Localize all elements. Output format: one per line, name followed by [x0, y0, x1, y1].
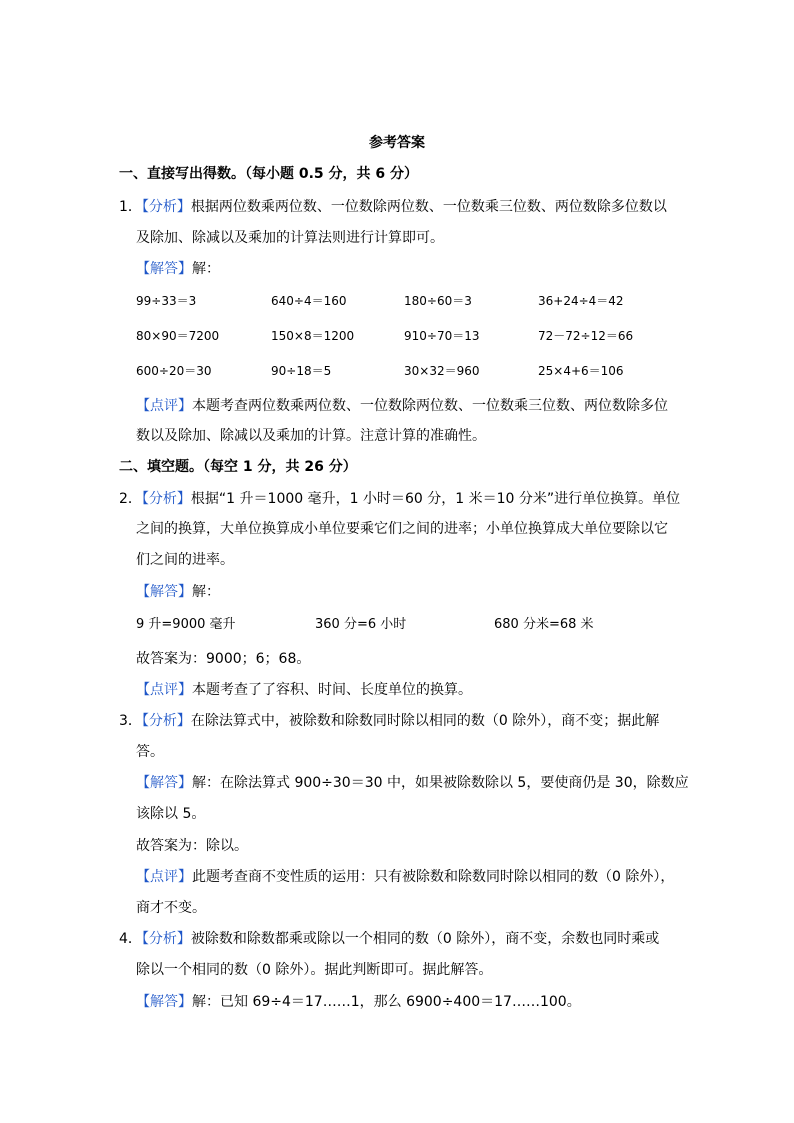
q3-answer-line1	[136, 773, 689, 793]
q2-final-answer: 故答案为：9000；6；68。	[136, 651, 311, 667]
q3-comment-text: 此题考查商不变性质的运用：只有被除数和除数同时除以相同的数（0 除外），	[192, 869, 675, 885]
equation: 36+24÷4＝42	[538, 294, 624, 308]
equation: 90÷18＝5	[271, 364, 332, 378]
q3-final-answer: 故答案为：除以。	[136, 838, 248, 854]
equation: 99÷33＝3	[136, 294, 197, 308]
q3-answer-line2: 该除以 5。	[136, 806, 206, 822]
q2-analysis-line1	[119, 489, 680, 509]
q3-analysis-line1	[119, 711, 659, 731]
equation: 600÷20＝30	[136, 364, 212, 378]
q2-comment	[136, 680, 472, 700]
q2-analysis-line2: 之间的换算，大单位换算成小单位要乘它们之间的进率；小单位换算成大单位要除以它	[136, 521, 668, 537]
q4-analysis-line2: 除以一个相同的数（0 除外）。据此判断即可。据此解答。	[136, 962, 493, 978]
q1-analysis-text: 根据两位数乘两位数、一位数除两位数、一位数乘三位数、两位数除多位数以	[190, 199, 667, 215]
q4-answer-text: 解：已知 69÷4＝17……1，那么 6900÷400＝17……100。	[192, 994, 581, 1010]
q3-number: 3．	[119, 713, 142, 729]
q4-analysis-line1	[119, 929, 659, 949]
q1-number: 1．	[119, 199, 142, 215]
q4-number: 4．	[119, 931, 142, 947]
equation: 150×8＝1200	[271, 329, 355, 343]
analysis-tag: 【分析】	[141, 491, 191, 507]
q3-comment-line1	[136, 867, 674, 887]
comment-tag: 【点评】	[136, 682, 192, 698]
q3-comment-line2: 商才不变。	[136, 900, 206, 916]
equation: 640÷4＝160	[271, 294, 347, 308]
q1-comment-text: 本题考查两位数乘两位数、一位数除两位数、一位数乘三位数、两位数除多位	[192, 398, 668, 414]
q2-number: 2．	[119, 491, 142, 507]
q2-comment-text: 本题考查了了容积、时间、长度单位的换算。	[192, 682, 472, 698]
q4-analysis-text: 被除数和除数都乘或除以一个相同的数（0 除外），商不变，余数也同时乘或	[190, 931, 660, 947]
answer-tag: 【解答】	[136, 584, 192, 600]
analysis-tag: 【分析】	[141, 931, 191, 947]
equation: 80×90＝7200	[136, 329, 220, 343]
analysis-tag: 【分析】	[141, 199, 191, 215]
conversion-result: 9 升=9000 毫升	[136, 617, 236, 632]
q3-analysis-line2: 答。	[136, 744, 164, 760]
q1-analysis-line2: 及除加、除减以及乘加的计算法则进行计算即可。	[136, 230, 444, 246]
equation: 72－72÷12＝66	[538, 329, 634, 343]
q2-analysis-line3: 们之间的进率。	[136, 552, 234, 568]
equation: 910÷70＝13	[404, 329, 480, 343]
q1-comment-line2: 数以及除加、除减以及乘加的计算。注意计算的准确性。	[136, 428, 486, 444]
q1-analysis-line1	[119, 197, 667, 217]
q4-answer-line1	[136, 992, 581, 1012]
section-heading-1: 一、直接写出得数。（每小题 0.5 分，共 6 分）	[119, 166, 419, 182]
equation: 30×32＝960	[404, 364, 480, 378]
equation: 180÷60＝3	[404, 294, 472, 308]
q2-answer-head	[136, 582, 220, 602]
equation: 25×4+6＝106	[538, 364, 624, 378]
answer-tag: 【解答】	[136, 775, 192, 791]
answer-tag: 【解答】	[136, 261, 192, 277]
q1-answer-head	[136, 259, 220, 279]
conversion-result: 360 分=6 小时	[315, 617, 407, 632]
q1-comment-line1	[136, 396, 668, 416]
analysis-tag: 【分析】	[141, 713, 191, 729]
conversion-result: 680 分米=68 米	[494, 617, 594, 632]
q1-answer-label: 解：	[192, 261, 220, 277]
comment-tag: 【点评】	[136, 398, 192, 414]
q2-analysis-text: 根据“1 升＝1000 毫升，1 小时＝60 分，1 米＝10 分米”进行单位换算。单位	[190, 491, 681, 507]
section-heading-2: 二、填空题。（每空 1 分，共 26 分）	[119, 459, 357, 475]
q3-answer-text: 解：在除法算式 900÷30＝30 中，如果被除数除以 5，要使商仍是 30，除数应	[192, 775, 689, 791]
comment-tag: 【点评】	[136, 869, 192, 885]
page-title: 参考答案	[369, 135, 425, 151]
q3-analysis-text: 在除法算式中，被除数和除数同时除以相同的数（0 除外），商不变；据此解	[190, 713, 660, 729]
answer-tag: 【解答】	[136, 994, 192, 1010]
q2-answer-label: 解：	[192, 584, 220, 600]
